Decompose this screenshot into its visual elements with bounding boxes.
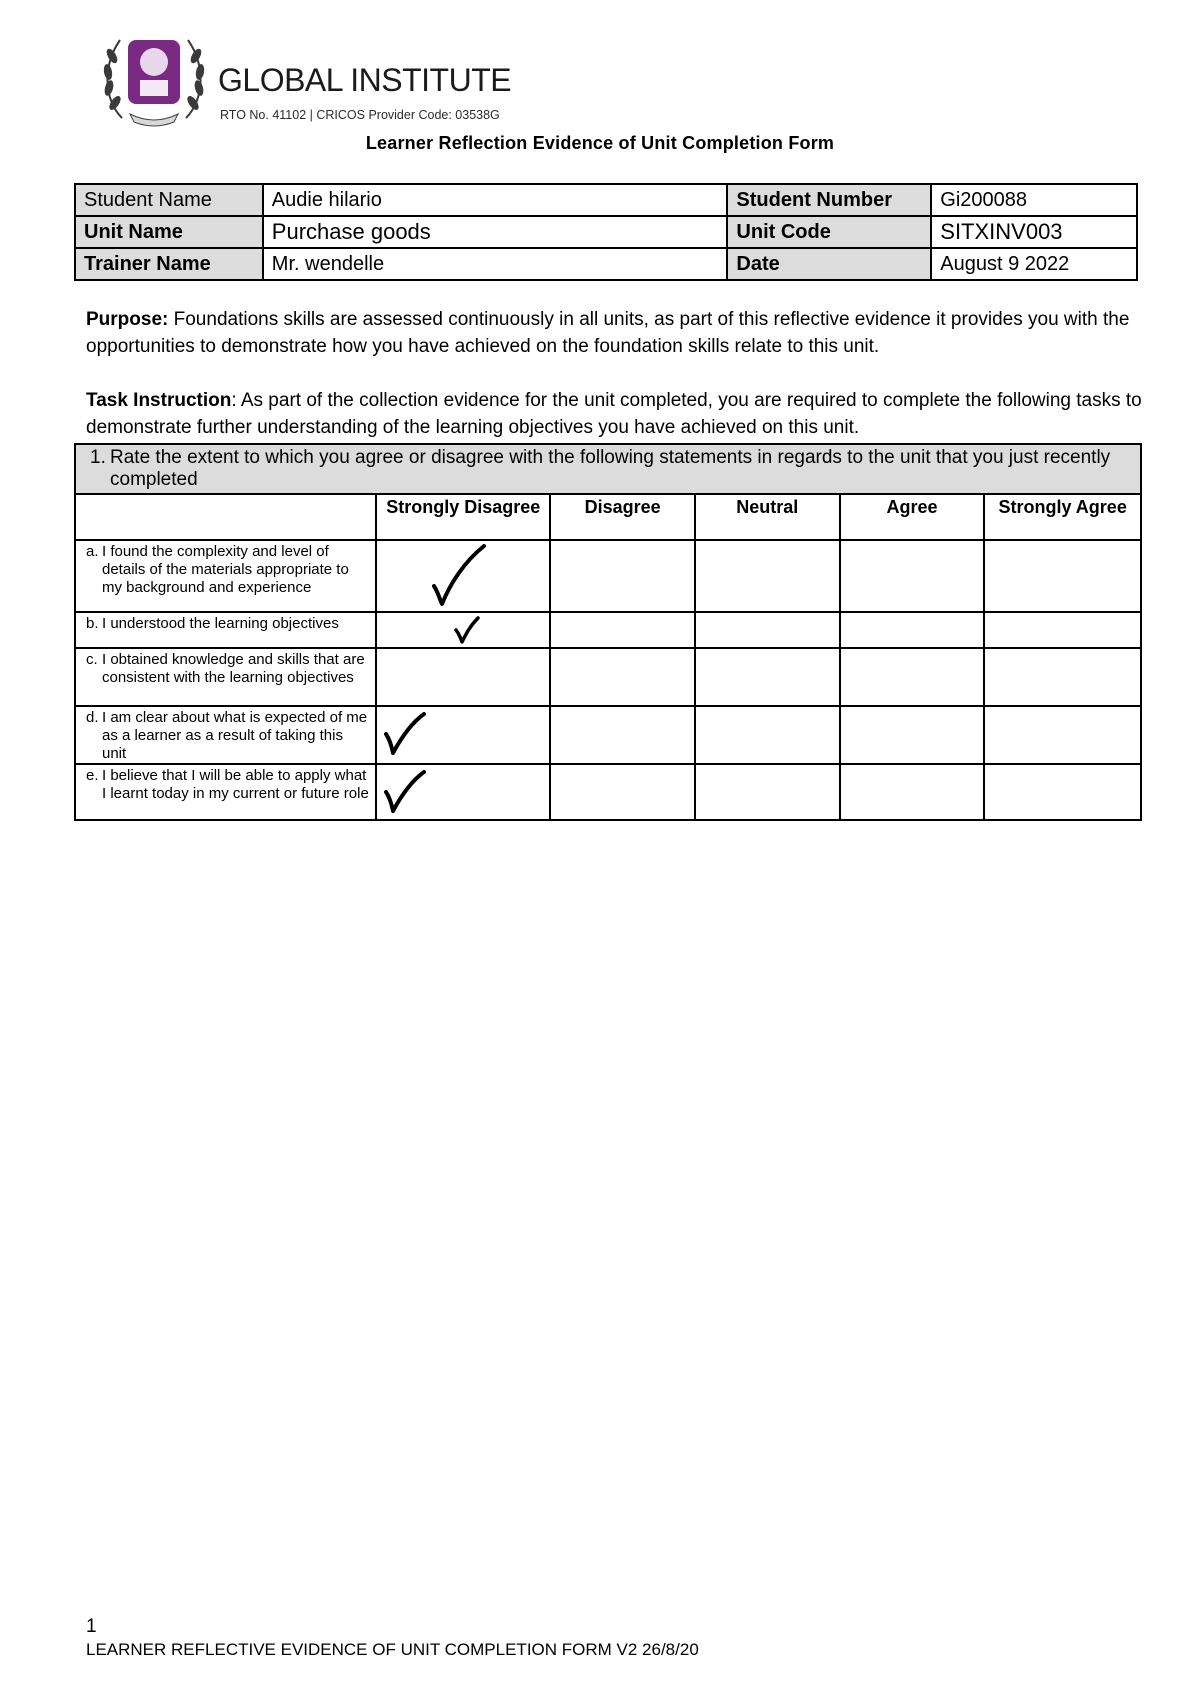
rating-cell[interactable]: [840, 764, 985, 820]
column-strongly-agree: Strongly Agree: [984, 494, 1141, 540]
rating-question: [75, 444, 1141, 494]
rating-cell[interactable]: [984, 540, 1141, 612]
rating-cell[interactable]: [376, 764, 550, 820]
statement-d: [75, 706, 376, 764]
statement-letter: b.: [86, 615, 99, 632]
rating-cell[interactable]: [550, 612, 695, 648]
institute-seal-icon: [100, 26, 208, 130]
student-name-label: Student Name: [75, 184, 263, 216]
column-agree: Agree: [840, 494, 985, 540]
task-instruction-paragraph: [86, 387, 1146, 441]
rating-cell[interactable]: [695, 648, 840, 706]
rating-cell[interactable]: [376, 612, 550, 648]
rating-cell[interactable]: [376, 706, 550, 764]
statement-letter: e.: [86, 767, 99, 784]
rating-cell[interactable]: [695, 612, 840, 648]
institute-logo: [100, 26, 620, 130]
page-number: 1: [86, 1616, 97, 1637]
column-strongly-disagree: Strongly Disagree: [376, 494, 550, 540]
statement-text: I obtained knowledge and skills that are consistent with the learning objectives: [102, 651, 365, 686]
rating-cell[interactable]: [984, 706, 1141, 764]
brand-name: GLOBAL INSTITUTE: [218, 62, 512, 98]
table-row: [75, 706, 1141, 764]
column-neutral: Neutral: [695, 494, 840, 540]
student-number-label: Student Number: [727, 184, 931, 216]
rating-cell[interactable]: [376, 540, 550, 612]
task-instruction-text: : As part of the collection evidence for the unit completed, you are required to complete the following tasks to demonstrate further understanding of the learning objectives you have achieved on this unit.: [86, 390, 1142, 438]
table-row: [75, 612, 1141, 648]
table-row: [75, 648, 1141, 706]
trainer-name-value[interactable]: Mr. wendelle: [263, 248, 728, 280]
table-row: [75, 764, 1141, 820]
student-name-value[interactable]: Audie hilario: [263, 184, 728, 216]
rating-cell[interactable]: [695, 764, 840, 820]
statement-b: [75, 612, 376, 648]
statement-text: I understood the learning objectives: [102, 615, 339, 632]
rating-cell[interactable]: [984, 612, 1141, 648]
statement-e: [75, 764, 376, 820]
date-value[interactable]: August 9 2022: [931, 248, 1137, 280]
checkmark-icon: [378, 708, 548, 760]
checkmark-icon: [378, 542, 548, 610]
checkmark-icon: [378, 766, 548, 818]
checkmark-icon: [378, 614, 548, 646]
rating-cell[interactable]: [984, 764, 1141, 820]
task-instruction-label: Task Instruction: [86, 390, 232, 411]
form-title: Learner Reflection Evidence of Unit Completion Form: [365, 133, 835, 153]
date-label: Date: [727, 248, 931, 280]
column-disagree: Disagree: [550, 494, 695, 540]
rating-cell[interactable]: [550, 648, 695, 706]
question-text: Rate the extent to which you agree or disagree with the following statements in regards to the unit that you just recently completed: [110, 447, 1111, 490]
purpose-label: Purpose:: [86, 309, 169, 330]
rating-cell[interactable]: [840, 612, 985, 648]
unit-name-label: Unit Name: [75, 216, 263, 248]
header-blank-cell: [75, 494, 376, 540]
rating-cell[interactable]: [840, 648, 985, 706]
rating-cell[interactable]: [550, 540, 695, 612]
rating-table: [74, 443, 1142, 821]
unit-code-label: Unit Code: [727, 216, 931, 248]
rating-cell[interactable]: [840, 706, 985, 764]
statement-text: I found the complexity and level of details of the materials appropriate to my background and experience: [102, 543, 349, 596]
rating-cell[interactable]: [695, 706, 840, 764]
rating-cell[interactable]: [840, 540, 985, 612]
statement-letter: d.: [86, 709, 99, 726]
footer-text: LEARNER REFLECTIVE EVIDENCE OF UNIT COMPLETION FORM V2 26/8/20: [86, 1640, 699, 1659]
rating-cell[interactable]: [695, 540, 840, 612]
statement-text: I am clear about what is expected of me as a learner as a result of taking this unit: [102, 709, 368, 762]
table-row: [75, 540, 1141, 612]
rating-cell[interactable]: [550, 764, 695, 820]
purpose-text: Foundations skills are assessed continuously in all units, as part of this reflective evidence it provides you with the opportunities to demonstrate how you have achieved on the foundation skills relate to this unit.: [86, 309, 1130, 357]
student-info-table: [74, 183, 1138, 281]
unit-name-value[interactable]: Purchase goods: [263, 216, 728, 248]
provider-codes: RTO No. 41102 | CRICOS Provider Code: 03538G: [220, 108, 500, 122]
rating-cell[interactable]: [984, 648, 1141, 706]
statement-letter: c.: [86, 651, 98, 668]
question-number: 1.: [90, 447, 106, 468]
statement-text: I believe that I will be able to apply what I learnt today in my current or future role: [102, 767, 369, 802]
statement-c: [75, 648, 376, 706]
unit-code-value[interactable]: SITXINV003: [931, 216, 1137, 248]
statement-a: [75, 540, 376, 612]
purpose-paragraph: [86, 306, 1146, 360]
statement-letter: a.: [86, 543, 99, 560]
student-number-value[interactable]: Gi200088: [931, 184, 1137, 216]
trainer-name-label: Trainer Name: [75, 248, 263, 280]
rating-cell[interactable]: [376, 648, 550, 706]
rating-cell[interactable]: [550, 706, 695, 764]
